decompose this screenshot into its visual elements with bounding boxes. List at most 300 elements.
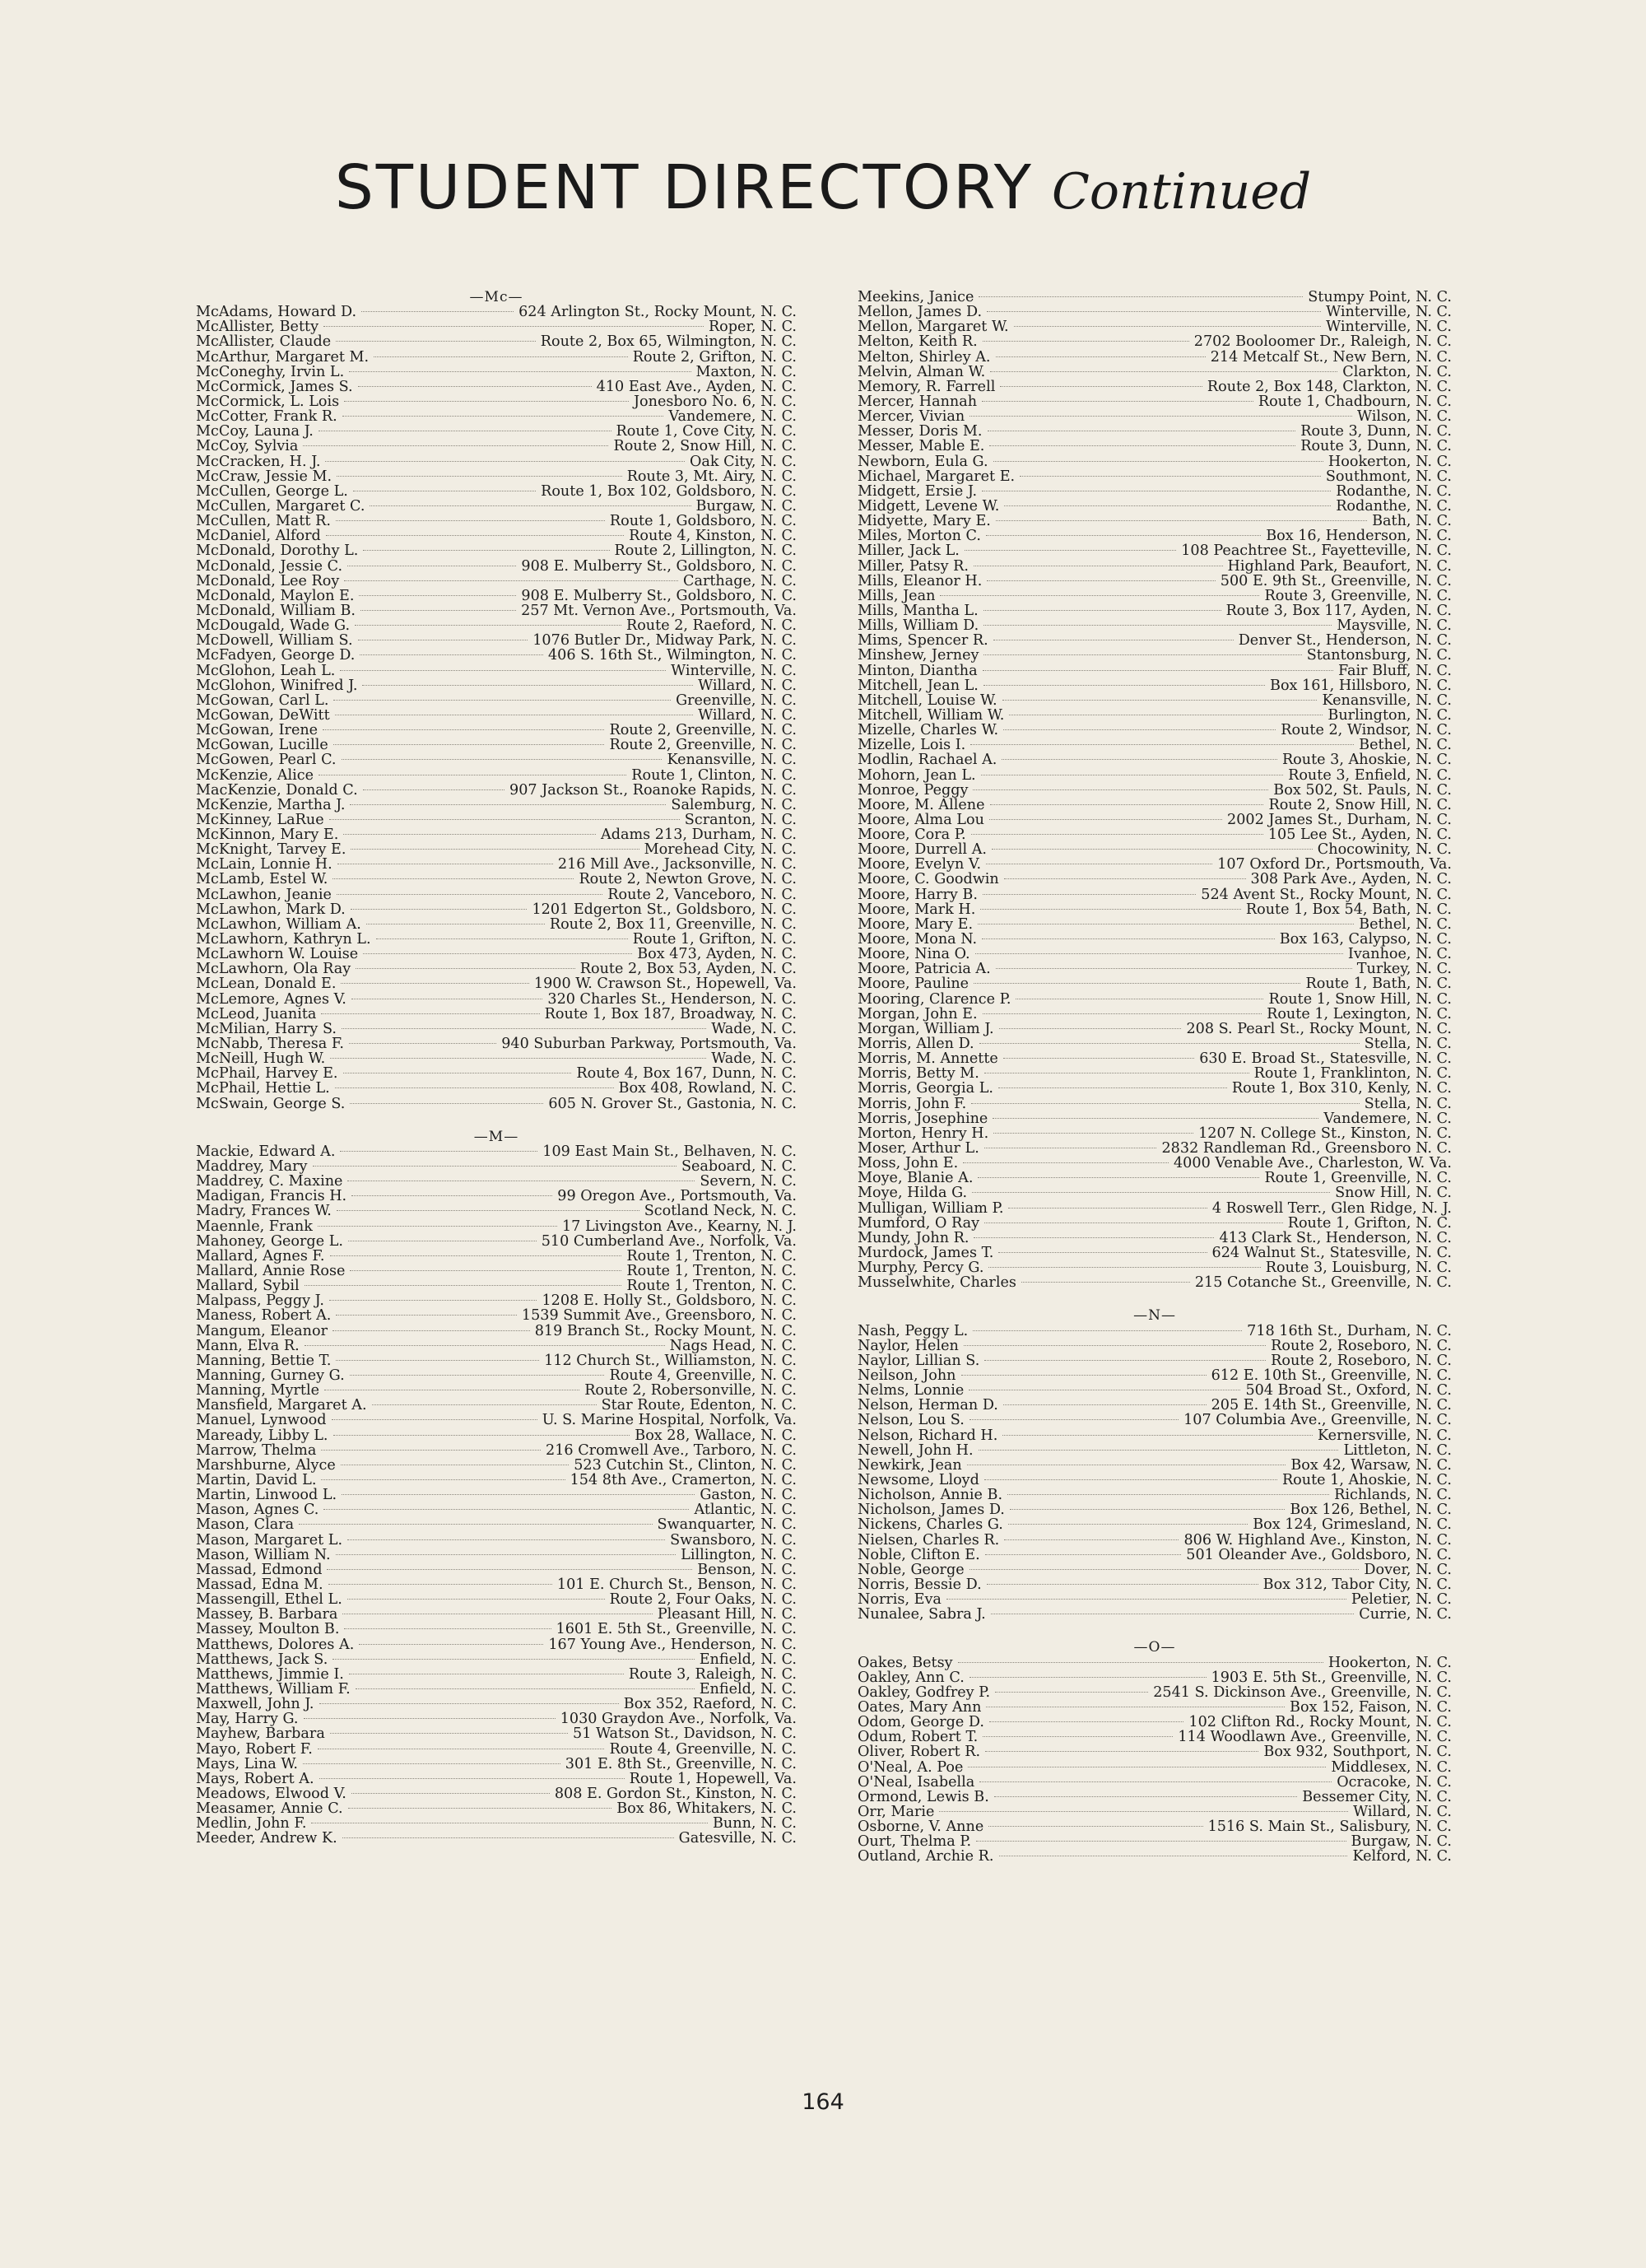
student-name: May, Harry G. bbox=[196, 1711, 299, 1728]
student-name: Manning, Bettie T. bbox=[196, 1352, 332, 1369]
directory-entry bbox=[196, 1816, 797, 1831]
directory-entry bbox=[196, 1264, 797, 1278]
student-name: Midyette, Mary E. bbox=[858, 513, 991, 530]
student-address: Willard, N. C. bbox=[1353, 1803, 1452, 1820]
student-name: Moser, Arthur L. bbox=[858, 1140, 979, 1157]
student-address: 205 E. 14th St., Greenville, N. C. bbox=[1211, 1397, 1452, 1414]
student-address: 624 Arlington St., Rocky Mount, N. C. bbox=[518, 304, 797, 321]
directory-entry bbox=[196, 1726, 797, 1741]
student-address: Denver St., Henderson, N. C. bbox=[1238, 632, 1452, 650]
student-name: McLawhorn, Kathryn L. bbox=[196, 931, 371, 948]
student-address: Route 1, Box 187, Broadway, N. C. bbox=[544, 1005, 797, 1022]
student-address: Adams 213, Durham, N. C. bbox=[601, 827, 797, 844]
student-address: Route 2, Robersonville, N. C. bbox=[584, 1382, 797, 1399]
student-address: Swanquarter, N. C. bbox=[657, 1516, 797, 1534]
dot-leader bbox=[961, 1374, 1207, 1376]
dot-leader bbox=[984, 1072, 1249, 1073]
directory-entry bbox=[196, 1368, 797, 1383]
dot-leader bbox=[326, 534, 624, 536]
directory-entry bbox=[196, 1413, 797, 1427]
student-address: 1516 S. Main St., Salisbury, N. C. bbox=[1207, 1819, 1452, 1836]
student-name: Newborn, Eula G. bbox=[858, 453, 988, 470]
dot-leader bbox=[355, 624, 621, 626]
dot-leader bbox=[993, 1132, 1193, 1134]
dot-leader bbox=[965, 549, 1176, 551]
student-address: Rodanthe, N. C. bbox=[1336, 482, 1452, 500]
directory-entry bbox=[858, 1368, 1452, 1383]
dot-leader bbox=[972, 1191, 1330, 1193]
student-name: Nickens, Charles G. bbox=[858, 1516, 1003, 1534]
dot-leader bbox=[370, 505, 690, 506]
directory-entry bbox=[196, 664, 797, 678]
directory-entry bbox=[858, 976, 1452, 991]
directory-entry bbox=[196, 499, 797, 514]
directory-entry bbox=[196, 1398, 797, 1413]
directory-entry bbox=[196, 842, 797, 857]
directory-entry bbox=[196, 1757, 797, 1772]
dot-leader bbox=[299, 1523, 652, 1525]
student-address: Route 3, Mt. Airy, N. C. bbox=[626, 468, 797, 485]
dot-leader bbox=[356, 1688, 695, 1689]
student-name: Maness, Robert A. bbox=[196, 1307, 332, 1325]
student-name: Matthews, Dolores A. bbox=[196, 1636, 355, 1653]
student-address: Route 2, Four Oaks, N. C. bbox=[609, 1591, 797, 1609]
student-name: McMilian, Harry S. bbox=[196, 1020, 337, 1037]
student-address: Box 408, Rowland, N. C. bbox=[618, 1080, 797, 1097]
student-address: Vandemere, N. C. bbox=[668, 408, 797, 426]
dot-leader bbox=[998, 1251, 1207, 1253]
student-address: 908 E. Mulberry St., Goldsboro, N. C. bbox=[521, 557, 797, 575]
directory-entry bbox=[858, 350, 1452, 365]
dot-leader bbox=[978, 923, 1354, 924]
student-name: Nash, Peggy L. bbox=[858, 1322, 969, 1339]
directory-entry bbox=[196, 1548, 797, 1562]
student-address: 107 Oxford Dr., Portsmouth, Va. bbox=[1217, 856, 1452, 873]
directory-entry bbox=[858, 484, 1452, 499]
directory-entry bbox=[858, 1819, 1452, 1834]
dot-leader bbox=[363, 789, 504, 790]
directory-entry bbox=[196, 1339, 797, 1353]
directory-entry bbox=[196, 976, 797, 991]
student-name: Mason, William N. bbox=[196, 1546, 331, 1563]
student-address: 112 Church St., Williamston, N. C. bbox=[544, 1352, 797, 1369]
student-address: Route 1, Lexington, N. C. bbox=[1267, 1005, 1452, 1022]
student-name: Massad, Edmond bbox=[196, 1561, 323, 1578]
student-name: Newell, John H. bbox=[858, 1441, 974, 1459]
student-address: Route 1, Greenville, N. C. bbox=[1264, 1170, 1452, 1187]
dot-leader bbox=[376, 938, 628, 939]
dot-leader bbox=[969, 1676, 1207, 1678]
student-address: Route 1, Hopewell, Va. bbox=[629, 1770, 797, 1787]
student-name: McLawhon, Mark D. bbox=[196, 901, 346, 918]
student-address: Route 2, Greenville, N. C. bbox=[609, 737, 797, 754]
student-address: Box 124, Grimesland, N. C. bbox=[1253, 1516, 1452, 1534]
directory-entry bbox=[196, 783, 797, 798]
student-address: Route 1, Franklinton, N. C. bbox=[1253, 1065, 1452, 1083]
student-address: Burgaw, N. C. bbox=[695, 497, 797, 515]
directory-entry bbox=[196, 1234, 797, 1249]
student-name: McLamb, Estel W. bbox=[196, 871, 328, 888]
dot-leader bbox=[983, 684, 1265, 686]
student-address: Wade, N. C. bbox=[711, 1050, 797, 1068]
dot-leader bbox=[999, 1027, 1182, 1029]
student-address: 320 Charles St., Henderson, N. C. bbox=[547, 990, 797, 1008]
dot-leader bbox=[994, 1795, 1297, 1797]
dot-leader bbox=[974, 982, 1300, 984]
directory-entry bbox=[196, 947, 797, 962]
student-name: McGowan, Irene bbox=[196, 722, 319, 739]
student-address: Route 1, Trenton, N. C. bbox=[626, 1278, 797, 1295]
student-address: Route 4, Kinston, N. C. bbox=[629, 528, 797, 545]
student-name: McArthur, Margaret M. bbox=[196, 348, 370, 366]
student-address: Route 1, Chadbourn, N. C. bbox=[1258, 393, 1452, 410]
student-name: Melton, Shirley A. bbox=[858, 348, 991, 366]
section-heading: —Mc— bbox=[469, 289, 523, 305]
student-name: McKenzie, Alice bbox=[196, 766, 314, 784]
directory-entry bbox=[196, 962, 797, 976]
student-address: Winterville, N. C. bbox=[671, 662, 797, 679]
student-name: McLawhorn, Ola Ray bbox=[196, 961, 351, 978]
student-name: Michael, Margaret E. bbox=[858, 468, 1016, 485]
section-spacer bbox=[858, 1290, 1452, 1308]
student-name: Noble, Clifton E. bbox=[858, 1546, 980, 1563]
student-address: Southmont, N. C. bbox=[1325, 468, 1452, 485]
dot-leader bbox=[348, 1807, 612, 1809]
dot-leader bbox=[986, 534, 1261, 536]
directory-entry bbox=[196, 1293, 797, 1308]
directory-entry bbox=[196, 752, 797, 767]
student-address: Route 1, Clinton, N. C. bbox=[631, 766, 797, 784]
directory-entry bbox=[196, 1066, 797, 1081]
directory-entry bbox=[196, 1308, 797, 1323]
student-name: Oliver, Robert R. bbox=[858, 1744, 981, 1761]
student-address: Kelford, N. C. bbox=[1352, 1848, 1452, 1865]
dot-leader bbox=[336, 1314, 517, 1316]
directory-entry bbox=[196, 1562, 797, 1577]
dot-leader bbox=[993, 639, 1234, 640]
student-address: Route 3, Louisburg, N. C. bbox=[1265, 1260, 1452, 1277]
directory-entry bbox=[196, 1353, 797, 1368]
directory-entry bbox=[858, 962, 1452, 976]
student-address: Swansboro, N. C. bbox=[670, 1531, 797, 1548]
dot-leader bbox=[363, 952, 632, 954]
dot-leader bbox=[303, 1763, 560, 1764]
student-address: Route 1, Goldsboro, N. C. bbox=[609, 513, 797, 530]
student-name: Nelms, Lonnie bbox=[858, 1382, 965, 1399]
directory-entry bbox=[858, 917, 1452, 932]
directory-entry bbox=[196, 1711, 797, 1726]
student-name: Matthews, William F. bbox=[196, 1680, 351, 1698]
directory-entry bbox=[196, 1383, 797, 1398]
student-address: 806 W. Highland Ave., Kinston, N. C. bbox=[1183, 1531, 1452, 1548]
directory-entry bbox=[858, 409, 1452, 424]
student-name: McLean, Donald E. bbox=[196, 976, 337, 993]
dot-leader bbox=[968, 1766, 1326, 1767]
student-name: McLeod, Juanita bbox=[196, 1005, 317, 1022]
student-address: Littleton, N. C. bbox=[1343, 1441, 1452, 1459]
dot-leader bbox=[347, 1539, 665, 1540]
directory-entry bbox=[858, 394, 1452, 409]
student-name: McAllister, Betty bbox=[196, 319, 319, 336]
directory-entry bbox=[858, 319, 1452, 334]
directory-entry bbox=[196, 1473, 797, 1488]
directory-entry bbox=[196, 484, 797, 499]
directory-entry bbox=[858, 1656, 1452, 1670]
student-address: Stella, N. C. bbox=[1364, 1095, 1452, 1112]
directory-entry bbox=[196, 469, 797, 484]
directory-entry bbox=[858, 469, 1452, 484]
directory-entry bbox=[196, 380, 797, 394]
directory-entry bbox=[196, 738, 797, 752]
student-address: Route 4, Box 167, Dunn, N. C. bbox=[576, 1065, 797, 1083]
student-address: 523 Cutchin St., Clinton, N. C. bbox=[574, 1456, 797, 1474]
student-address: 108 Peachtree St., Fayetteville, N. C. bbox=[1181, 543, 1452, 560]
directory-entry bbox=[858, 439, 1452, 454]
student-name: Mooring, Clarence P. bbox=[858, 990, 1011, 1008]
student-name: Mason, Margaret L. bbox=[196, 1531, 343, 1548]
student-address: Enfield, N. C. bbox=[699, 1651, 797, 1668]
dot-leader bbox=[323, 729, 604, 730]
student-address: 1201 Edgerton St., Goldsboro, N. C. bbox=[532, 901, 797, 918]
dot-leader bbox=[1016, 998, 1263, 999]
student-address: Route 1, Grifton, N. C. bbox=[1287, 1214, 1452, 1232]
student-address: 624 Walnut St., Statesville, N. C. bbox=[1211, 1245, 1452, 1261]
student-name: Moore, Patricia A. bbox=[858, 961, 991, 978]
student-address: Maxton, N. C. bbox=[695, 363, 797, 380]
section-heading: —O— bbox=[1133, 1639, 1176, 1656]
dot-leader bbox=[981, 774, 1283, 775]
directory-entry bbox=[196, 1742, 797, 1757]
student-name: Matthews, Jimmie I. bbox=[196, 1665, 344, 1683]
student-name: Manuel, Lynwood bbox=[196, 1412, 327, 1429]
directory-entry bbox=[858, 1398, 1452, 1413]
directory-entry bbox=[858, 798, 1452, 813]
student-address: Box 16, Henderson, N. C. bbox=[1266, 528, 1452, 545]
dot-leader bbox=[362, 684, 693, 686]
student-name: Messer, Mable E. bbox=[858, 438, 985, 455]
student-address: Route 3, Dunn, N. C. bbox=[1300, 438, 1452, 455]
student-name: Oakley, Ann C. bbox=[858, 1669, 965, 1686]
student-address: Benson, N. C. bbox=[697, 1561, 797, 1578]
directory-entry bbox=[858, 1790, 1452, 1805]
directory-entry bbox=[196, 1189, 797, 1204]
student-address: Greenville, N. C. bbox=[676, 692, 797, 709]
dot-leader bbox=[337, 1209, 639, 1211]
student-address: Route 2, Box 11, Greenville, N. C. bbox=[549, 915, 797, 933]
dot-leader bbox=[971, 833, 1263, 835]
student-address: 908 E. Mulberry St., Goldsboro, N. C. bbox=[521, 587, 797, 604]
student-name: Norris, Eva bbox=[858, 1591, 942, 1609]
student-name: Mellon, James D. bbox=[858, 304, 983, 321]
student-name: Morris, Georgia L. bbox=[858, 1080, 993, 1097]
student-name: McPhail, Hettie L. bbox=[196, 1080, 330, 1097]
student-address: Chocowinity, N. C. bbox=[1317, 841, 1452, 859]
student-address: Route 2, Box 65, Wilmington, N. C. bbox=[540, 333, 797, 351]
directory-entry bbox=[858, 380, 1452, 394]
directory-entry bbox=[858, 1562, 1452, 1577]
dot-leader bbox=[1009, 714, 1323, 715]
student-address: Salemburg, N. C. bbox=[671, 796, 797, 813]
student-address: Gaston, N. C. bbox=[700, 1487, 797, 1504]
dot-leader bbox=[319, 774, 626, 775]
student-address: 4000 Venable Ave., Charleston, W. Va. bbox=[1173, 1155, 1452, 1172]
student-name: Madigan, Francis H. bbox=[196, 1188, 347, 1205]
student-address: Scotland Neck, N. C. bbox=[644, 1203, 797, 1220]
directory-entry bbox=[196, 1051, 797, 1066]
dot-leader bbox=[347, 565, 516, 566]
student-address: 1903 E. 5th St., Greenville, N. C. bbox=[1211, 1669, 1452, 1686]
directory-entry bbox=[858, 1201, 1452, 1216]
student-name: Melvin, Alman W. bbox=[858, 363, 986, 380]
directory-entry bbox=[858, 872, 1452, 887]
student-name: Martin, David L. bbox=[196, 1471, 317, 1488]
directory-entry bbox=[196, 574, 797, 589]
directory-entry bbox=[858, 857, 1452, 872]
dot-leader bbox=[337, 863, 553, 864]
student-name: Minshew, Jerney bbox=[858, 647, 979, 664]
directory-entry bbox=[858, 1715, 1452, 1730]
dot-leader bbox=[332, 1330, 530, 1331]
directory-entry bbox=[196, 1577, 797, 1592]
directory-entry bbox=[858, 1260, 1452, 1275]
student-name: Oakley, Godfrey P. bbox=[858, 1684, 991, 1701]
student-name: Miller, Patsy R. bbox=[858, 557, 969, 575]
dot-leader bbox=[979, 296, 1303, 297]
directory-entry bbox=[196, 305, 797, 319]
dot-leader bbox=[335, 1087, 614, 1088]
student-address: Route 2, Box 53, Ayden, N. C. bbox=[579, 961, 797, 978]
student-address: 500 E. 9th St., Greenville, N. C. bbox=[1220, 572, 1452, 589]
dot-leader bbox=[971, 1102, 1359, 1104]
dot-leader bbox=[1003, 1057, 1194, 1059]
student-name: McDonald, Lee Roy bbox=[196, 572, 340, 589]
directory-entry bbox=[196, 1249, 797, 1264]
directory-entry bbox=[858, 708, 1452, 723]
student-address: Route 2, Lillington, N. C. bbox=[614, 543, 797, 560]
dot-leader bbox=[344, 1628, 551, 1629]
student-address: Richlands, N. C. bbox=[1334, 1487, 1452, 1504]
student-address: Route 1, Bath, N. C. bbox=[1305, 976, 1452, 993]
dot-leader bbox=[984, 1222, 1283, 1223]
dot-leader bbox=[341, 982, 528, 984]
student-name: Murphy, Percy G. bbox=[858, 1260, 984, 1277]
directory-entry bbox=[196, 1517, 797, 1532]
student-address: Bessemer City, N. C. bbox=[1302, 1788, 1452, 1805]
dot-leader bbox=[324, 1389, 579, 1390]
student-name: Morton, Henry H. bbox=[858, 1125, 989, 1142]
dot-leader bbox=[1004, 878, 1246, 879]
student-name: McConeghy, Irvin L. bbox=[196, 363, 345, 380]
dot-leader bbox=[1020, 475, 1321, 477]
student-address: Route 2, Vanceboro, N. C. bbox=[607, 886, 797, 903]
directory-entry bbox=[196, 424, 797, 439]
student-address: Wilson, N. C. bbox=[1356, 408, 1452, 426]
directory-entry bbox=[858, 1231, 1452, 1246]
dot-leader bbox=[342, 1613, 652, 1614]
directory-entry bbox=[196, 1637, 797, 1652]
directory-entry bbox=[858, 1126, 1452, 1141]
student-name: Medlin, John F. bbox=[196, 1815, 307, 1833]
directory-entry bbox=[196, 439, 797, 454]
dot-leader bbox=[999, 1855, 1348, 1856]
directory-entry bbox=[858, 1383, 1452, 1398]
student-name: McKinney, LaRue bbox=[196, 811, 324, 828]
dot-leader bbox=[332, 1658, 694, 1660]
student-name: Newkirk, Jean bbox=[858, 1456, 962, 1474]
dot-leader bbox=[982, 490, 1331, 491]
student-name: McDonald, Maylon E. bbox=[196, 587, 355, 604]
student-name: Ormond, Lewis B. bbox=[858, 1788, 989, 1805]
directory-entry bbox=[196, 1022, 797, 1036]
directory-entry bbox=[196, 334, 797, 349]
student-name: Nelson, Lou S. bbox=[858, 1412, 965, 1429]
student-name: Morgan, William J. bbox=[858, 1020, 994, 1037]
directory-entry bbox=[196, 827, 797, 842]
directory-entry bbox=[196, 1174, 797, 1189]
dot-leader bbox=[940, 594, 1259, 596]
student-name: Moore, Mona N. bbox=[858, 931, 978, 948]
student-name: McGowen, Pearl C. bbox=[196, 752, 337, 769]
student-name: Mansfield, Margaret A. bbox=[196, 1397, 367, 1414]
student-name: Mitchell, William W. bbox=[858, 706, 1005, 724]
student-name: Nicholson, James D. bbox=[858, 1502, 1005, 1519]
dot-leader bbox=[337, 893, 602, 895]
student-address: Fair Bluff, N. C. bbox=[1338, 662, 1452, 679]
student-name: Osborne, V. Anne bbox=[858, 1819, 984, 1836]
dot-leader bbox=[1000, 385, 1202, 387]
student-address: Stumpy Point, N. C. bbox=[1308, 289, 1452, 305]
student-name: Norris, Bessie D. bbox=[858, 1576, 982, 1593]
student-address: 2702 Booloomer Dr., Raleigh, N. C. bbox=[1193, 333, 1452, 351]
student-name: McLemore, Agnes V. bbox=[196, 990, 346, 1008]
directory-column-right bbox=[858, 290, 1452, 1864]
directory-entry bbox=[858, 1413, 1452, 1427]
dot-leader bbox=[1007, 1493, 1329, 1495]
dot-leader bbox=[983, 893, 1196, 895]
student-name: Melton, Keith R. bbox=[858, 333, 978, 351]
student-name: Marrow, Thelma bbox=[196, 1441, 317, 1459]
student-address: Box 312, Tabor City, N. C. bbox=[1262, 1576, 1452, 1593]
directory-entry bbox=[858, 305, 1452, 319]
student-name: Morris, Betty M. bbox=[858, 1065, 979, 1083]
directory-entry bbox=[858, 633, 1452, 648]
dot-leader bbox=[983, 1735, 1173, 1737]
student-address: Box 161, Hillsboro, N. C. bbox=[1270, 677, 1452, 694]
student-name: McGowan, Lucille bbox=[196, 737, 328, 754]
directory-entry bbox=[196, 1786, 797, 1801]
student-address: 154 8th Ave., Cramerton, N. C. bbox=[570, 1471, 797, 1488]
dot-leader bbox=[351, 1792, 550, 1794]
directory-entry bbox=[196, 1007, 797, 1022]
directory-entry bbox=[858, 543, 1452, 558]
student-address: Clarkton, N. C. bbox=[1342, 363, 1452, 380]
dot-leader bbox=[978, 1176, 1259, 1178]
student-address: Route 1, Cove City, N. C. bbox=[616, 423, 797, 440]
dot-leader bbox=[946, 1598, 1346, 1600]
dot-leader bbox=[974, 1236, 1214, 1238]
page-number: 164 bbox=[802, 2089, 844, 2115]
directory-entry bbox=[196, 394, 797, 409]
directory-entry bbox=[858, 1502, 1452, 1517]
student-name: McNeill, Hugh W. bbox=[196, 1050, 326, 1068]
directory-entry bbox=[196, 409, 797, 424]
student-address: Stantonsburg, N. C. bbox=[1306, 647, 1452, 664]
student-name: Mims, Spencer R. bbox=[858, 632, 988, 650]
student-name: Moore, C. Goodwin bbox=[858, 871, 999, 888]
student-address: 105 Lee St., Ayden, N. C. bbox=[1267, 827, 1452, 844]
student-address: Route 3, Greenville, N. C. bbox=[1264, 587, 1452, 604]
student-name: Moye, Hilda G. bbox=[858, 1185, 968, 1202]
